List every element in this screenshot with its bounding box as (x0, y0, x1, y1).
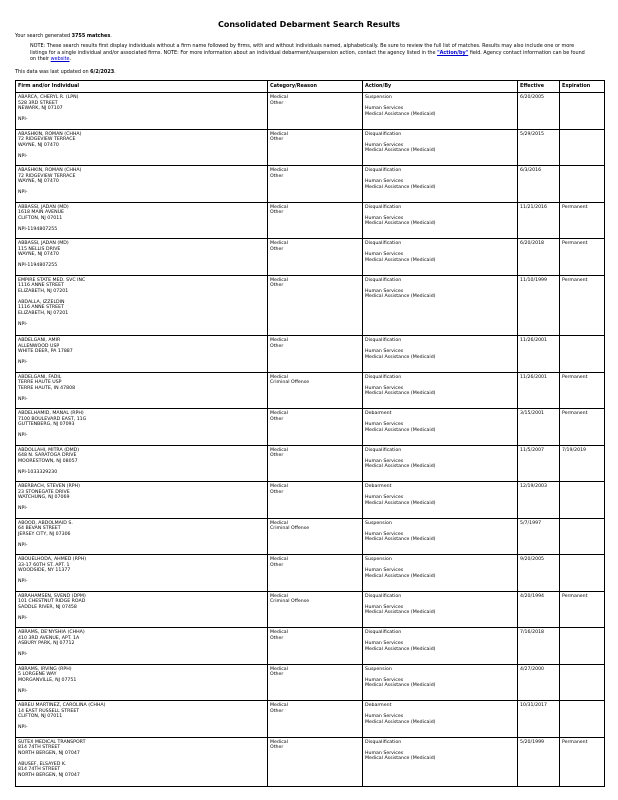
category-cell: Medical Other (268, 239, 363, 276)
action-cell: Disqualification Human Services Medical Assistance (Medicaid) (363, 166, 518, 203)
table-row (16, 202, 605, 239)
expiration-cell (560, 518, 605, 555)
action-cell: Disqualification Human Services Medical Assistance (Medicaid) (363, 591, 518, 628)
category-cell: Medical Other (268, 445, 363, 482)
firm-cell: ABBASSI, JADAN (MD) 115 NELLIS DRIVE WAYNE, NJ 07470 NPI-1194807255 (16, 239, 268, 276)
firm-cell: ABRAMS, IRVING (RPH) 5 LORGENE WAY MORGANVILLE, NJ 07751 NPI- (16, 664, 268, 701)
action-cell: Disqualification Human Services Medical Assistance (Medicaid) (363, 628, 518, 665)
firm-cell: ABARCA, CHERYL R. (LPN) 528 3RD STREET NEWARK, NJ 07107 NPI- (16, 93, 268, 130)
action-cell: Suspension Human Services Medical Assistance (Medicaid) (363, 93, 518, 130)
category-cell: Medical Other (268, 482, 363, 519)
firm-cell: ABRAMS, DE'NYSHIA (CHHA) 410 3RD AVENUE, APT. 1A ASBURY PARK, NJ 07712 NPI- (16, 628, 268, 665)
firm-cell: ABASHKIN, ROMAN (CHHA) 72 RIDGEVIEW TERRACE WAYNE, NJ 07470 NPI- (16, 166, 268, 203)
firm-cell: EMPIRE STATE MED. SVC INC 1116 ANNE STREET ELIZABETH, NJ 07201 ABDALLA, IZZELDIN 1116 ANNE STREET ELIZABETH, NJ 07201 NPI- (16, 275, 268, 336)
table-row (16, 336, 605, 373)
expiration-cell: Permanent (560, 239, 605, 276)
expiration-cell (560, 166, 605, 203)
action-cell: Disqualification Human Services Medical Assistance (Medicaid) (363, 129, 518, 166)
header-firm: Firm and/or Individual (16, 81, 268, 93)
effective-cell: 11/5/2007 (518, 445, 560, 482)
expiration-cell: Permanent (560, 372, 605, 409)
effective-cell: 11/21/2016 (518, 202, 560, 239)
firm-cell: ABBASSI, JADAN (MD) 1618 MAIN AVENUE CLIFTON, NJ 07011 NPI-1194807255 (16, 202, 268, 239)
firm-cell: ABOOD, ABDOLMAID S. 64 BEVAN STREET JERSEY CITY, NJ 07306 NPI- (16, 518, 268, 555)
table-row (16, 372, 605, 409)
firm-cell: ABDOLLAHI, MITRA (DMD) 648 N. SARATOGA DRIVE MOORESTOWN, NJ 08057 NPI-1033329230 (16, 445, 268, 482)
table-row (16, 93, 605, 130)
expiration-cell: Permanent (560, 737, 605, 786)
firm-cell: ABRAHAMSEN, SVEND (DPM) 101 CHESTNUT RIDGE ROAD SADDLE RIVER, NJ 07458 NPI- (16, 591, 268, 628)
action-cell: Suspension Human Services Medical Assistance (Medicaid) (363, 664, 518, 701)
expiration-cell (560, 93, 605, 130)
effective-cell: 11/26/2001 (518, 372, 560, 409)
expiration-cell: Permanent (560, 275, 605, 336)
table-row (16, 445, 605, 482)
page-title: Consolidated Debarment Search Results (217, 20, 401, 29)
table-row (16, 409, 605, 446)
table-row (16, 129, 605, 166)
action-cell: Disqualification Human Services Medical Assistance (Medicaid) (363, 202, 518, 239)
firm-cell: ABDELHAMID, MANAL (RPH) 7100 BOULEVARD EAST, 11G GUTTENBERG, NJ 07093 NPI- (16, 409, 268, 446)
firm-cell: ABDELGANI, AMIR ALLENWOOD USP WHITE DEER, PA 17887 NPI- (16, 336, 268, 373)
category-cell: Medical Other (268, 409, 363, 446)
website-link[interactable]: website (50, 56, 70, 63)
category-cell: Medical Other (268, 555, 363, 592)
effective-cell: 6/20/2018 (518, 239, 560, 276)
table-row (16, 275, 605, 336)
category-cell: Medical Other (268, 93, 363, 130)
effective-cell: 11/10/1999 (518, 275, 560, 336)
firm-cell: ABERBACH, STEVEN (RPH) 23 STONEGATE DRIVE WATCHUNG, NJ 07069 NPI- (16, 482, 268, 519)
effective-cell: 6/3/2016 (518, 166, 560, 203)
action-cell: Disqualification Human Services Medical Assistance (Medicaid) (363, 336, 518, 373)
table-row (16, 664, 605, 701)
note-paragraph: NOTE: These search results first display individuals without a firm name followed by firms, with and without individuals named, alphabetically. Be sure to review the full list of matches. Results may also include one or more listings for a single individual and/or associated firms. NOTE: For more information about an individual debarment/suspension action, contact the agency listed in the "Action/by" field. Agency contact information can be found on their website. (30, 43, 585, 63)
action-cell: Suspension Human Services Medical Assistance (Medicaid) (363, 518, 518, 555)
category-cell: Medical Other (268, 166, 363, 203)
effective-cell: 9/20/2005 (518, 555, 560, 592)
expiration-cell: Permanent (560, 591, 605, 628)
expiration-cell (560, 628, 605, 665)
effective-cell: 5/7/1997 (518, 518, 560, 555)
table-row (16, 555, 605, 592)
category-cell: Medical Other (268, 628, 363, 665)
expiration-cell: 7/19/2019 (560, 445, 605, 482)
firm-cell: ABREU MARTINEZ, CAROLINA (CHHA) 14 EAST RUSSELL STREET CLIFTON, NJ 07011 NPI- (16, 701, 268, 738)
category-cell: Medical Other (268, 202, 363, 239)
table-header-row (16, 81, 605, 93)
header-expiration: Expiration (560, 81, 605, 93)
expiration-cell: Permanent (560, 409, 605, 446)
category-cell: Medical Other (268, 275, 363, 336)
expiration-cell (560, 129, 605, 166)
category-cell: Medical Other (268, 129, 363, 166)
expiration-cell: Permanent (560, 202, 605, 239)
expiration-cell (560, 482, 605, 519)
category-cell: Medical Criminal Offense (268, 518, 363, 555)
table-row (16, 628, 605, 665)
results-body (16, 93, 605, 787)
table-row (16, 591, 605, 628)
firm-cell: ABASHKIN, ROMAN (CHHA) 72 RIDGEVIEW TERRACE WAYNE, NJ 07470 NPI- (16, 129, 268, 166)
last-updated-line: This data was last updated on 6/2/2023. (15, 69, 116, 75)
action-cell: Disqualification Human Services Medical Assistance (Medicaid) (363, 445, 518, 482)
firm-cell: ABOUELHODA, AHMED (RPH) 33-17 60TH ST. APT. 1 WOODSIDE, NY 11377 NPI- (16, 555, 268, 592)
match-count-line: Your search generated 3755 matches. (15, 33, 112, 39)
last-updated-date: 6/2/2023 (90, 69, 115, 75)
expiration-cell (560, 336, 605, 373)
header-action: Action/By (363, 81, 518, 93)
table-row (16, 166, 605, 203)
category-cell: Medical Criminal Offense (268, 372, 363, 409)
action-by-link[interactable]: "Action/by" (437, 49, 469, 56)
expiration-cell (560, 555, 605, 592)
action-cell: Suspension Human Services Medical Assistance (Medicaid) (363, 555, 518, 592)
table-row (16, 518, 605, 555)
results-table (15, 80, 605, 787)
action-cell: Debarment Human Services Medical Assistance (Medicaid) (363, 701, 518, 738)
effective-cell: 10/31/2017 (518, 701, 560, 738)
table-row (16, 482, 605, 519)
action-cell: Disqualification Human Services Medical Assistance (Medicaid) (363, 372, 518, 409)
category-cell: Medical Other (268, 737, 363, 786)
effective-cell: 4/27/2000 (518, 664, 560, 701)
effective-cell: 12/19/2003 (518, 482, 560, 519)
action-cell: Disqualification Human Services Medical Assistance (Medicaid) (363, 275, 518, 336)
firm-cell: SUTEX MEDICAL TRANSPORT 814 74TH STREET NORTH BERGEN, NJ 07047 ABUSEF, ELSAYED K. 814 74TH STREET NORTH BERGEN, NJ 07047 (16, 737, 268, 786)
header-effective: Effective (518, 81, 560, 93)
action-cell: Debarment Human Services Medical Assistance (Medicaid) (363, 482, 518, 519)
expiration-cell (560, 664, 605, 701)
effective-cell: 5/29/2015 (518, 129, 560, 166)
effective-cell: 7/16/2018 (518, 628, 560, 665)
effective-cell: 11/26/2001 (518, 336, 560, 373)
header-category: Category/Reason (268, 81, 363, 93)
firm-cell: ABDELGANI, FADIL TERRE HAUTE USP TERRE HAUTE, IN 47808 NPI- (16, 372, 268, 409)
effective-cell: 4/20/1994 (518, 591, 560, 628)
category-cell: Medical Other (268, 701, 363, 738)
effective-cell: 3/15/2001 (518, 409, 560, 446)
expiration-cell (560, 701, 605, 738)
category-cell: Medical Other (268, 664, 363, 701)
category-cell: Medical Other (268, 336, 363, 373)
action-cell: Disqualification Human Services Medical Assistance (Medicaid) (363, 737, 518, 786)
category-cell: Medical Criminal Offense (268, 591, 363, 628)
match-count: 3755 matches (71, 33, 111, 39)
effective-cell: 5/20/1999 (518, 737, 560, 786)
table-row (16, 239, 605, 276)
table-row (16, 737, 605, 786)
action-cell: Disqualification Human Services Medical Assistance (Medicaid) (363, 239, 518, 276)
action-cell: Debarment Human Services Medical Assistance (Medicaid) (363, 409, 518, 446)
effective-cell: 6/20/2005 (518, 93, 560, 130)
table-row (16, 701, 605, 738)
